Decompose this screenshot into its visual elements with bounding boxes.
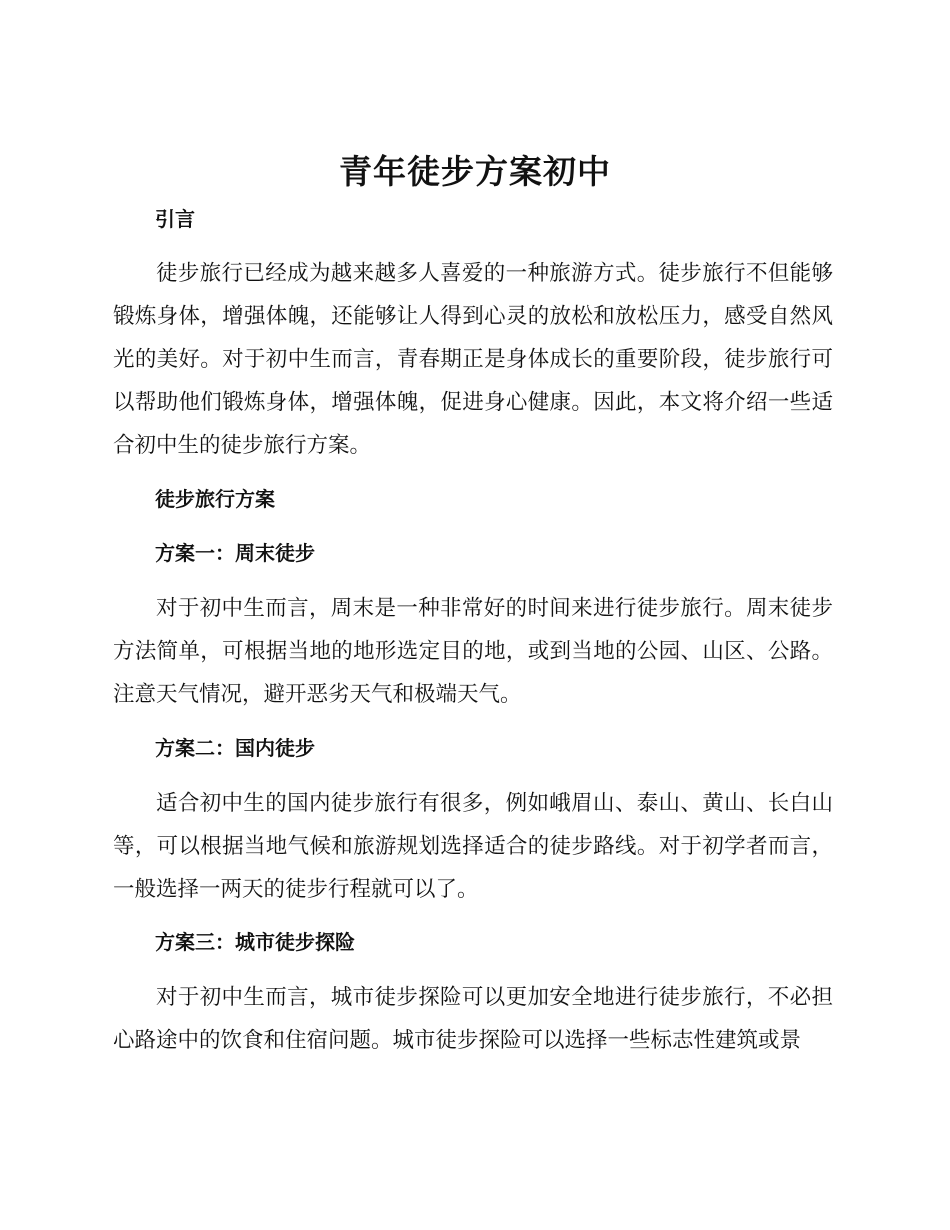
plans-heading: 徒步旅行方案 [155,487,275,511]
document-title: 青年徒步方案初中 [339,152,611,191]
plan2-heading: 方案二：国内徒步 [155,736,315,760]
intro-heading: 引言 [155,207,195,231]
plan2-paragraph: 适合初中生的国内徒步旅行有很多，例如峨眉山、泰山、黄山、长白山等，可以根据当地气候和旅游规划选择适合的徒步路线。对于初学者而言，一般选择一两天的徒步行程就可以了。 [113,791,833,902]
plan1-heading: 方案一：周末徒步 [155,541,315,565]
plan1-paragraph: 对于初中生而言，周末是一种非常好的时间来进行徒步旅行。周末徒步方法简单，可根据当地的地形选定目的地，或到当地的公园、山区、公路。注意天气情况，避开恶劣天气和极端天气。 [113,596,833,707]
plan3-paragraph: 对于初中生而言，城市徒步探险可以更加安全地进行徒步旅行，不必担心路途中的饮食和住宿问题。城市徒步探险可以选择一些标志性建筑或景 [113,985,833,1053]
intro-paragraph: 徒步旅行已经成为越来越多人喜爱的一种旅游方式。徒步旅行不但能够锻炼身体，增强体魄，还能够让人得到心灵的放松和放松压力，感受自然风光的美好。对于初中生而言，青春期正是身体成长的重要阶段，徒步旅行可以帮助他们锻炼身体，增强体魄，促进身心健康。因此，本文将介绍一些适合初中生的徒步旅行方案。 [113,261,833,458]
plan3-heading: 方案三：城市徒步探险 [155,930,355,954]
